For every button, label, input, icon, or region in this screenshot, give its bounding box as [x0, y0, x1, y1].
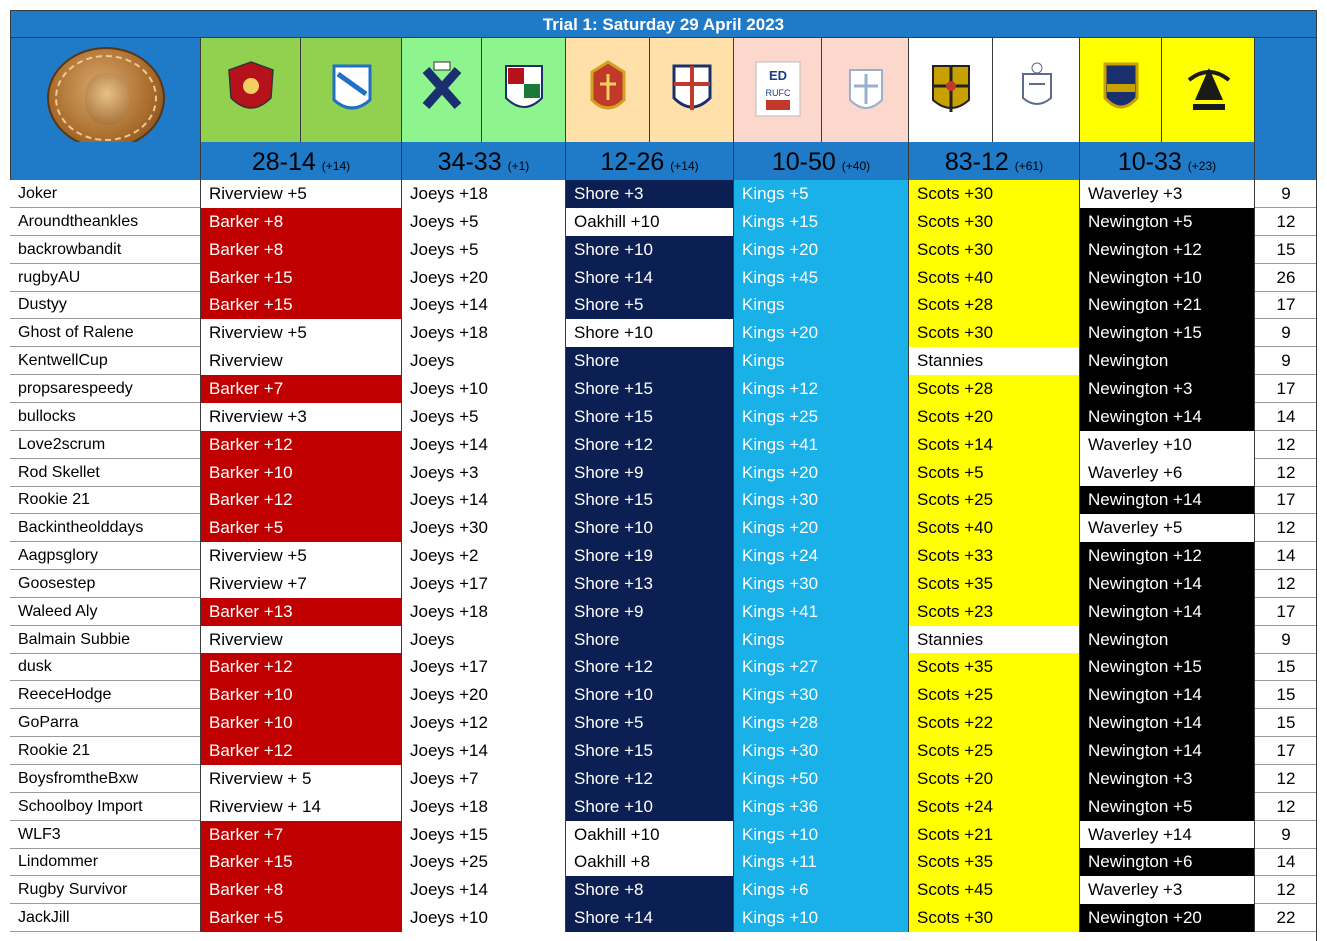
tip-cell: Waverley +3 [1079, 180, 1254, 208]
logo-cell [401, 38, 481, 142]
tip-cell: Barker +7 [200, 821, 401, 849]
tipster-total: 9 [1254, 347, 1317, 375]
tipster-total: 15 [1254, 681, 1317, 709]
tipster-name: GoParra [18, 714, 79, 731]
tip-cell: Waverley +14 [1079, 821, 1254, 849]
tipster-name: Goosestep [18, 575, 96, 592]
tip-cell: Newington +12 [1079, 542, 1254, 570]
tip-cell: Oakhill +10 [565, 821, 733, 849]
tipster-name: Aagpsglory [18, 547, 99, 564]
tip-cell: Kings +11 [733, 848, 908, 876]
tip-cell: Kings +30 [733, 681, 908, 709]
tipster-total: 12 [1254, 876, 1317, 904]
stannies-crest-icon [1013, 60, 1061, 118]
match-score: 12-26 [600, 148, 665, 176]
tipster-name: ReeceHodge [18, 686, 112, 703]
tip-cell: Joeys +14 [401, 876, 565, 904]
tip-cell: Joeys +12 [401, 709, 565, 737]
tipster-name: Waleed Aly [18, 603, 98, 620]
tip-cell: Joeys +17 [401, 570, 565, 598]
logo-cell [733, 38, 821, 142]
tip-cell: Scots +30 [908, 208, 1079, 236]
tip-cell: Scots +35 [908, 848, 1079, 876]
tipster-name: Rugby Survivor [18, 881, 128, 898]
tipster-name: Schoolboy Import [18, 798, 143, 815]
tipster-name: bullocks [18, 408, 76, 425]
tip-cell: Kings +25 [733, 403, 908, 431]
tip-cell: Shore +15 [565, 375, 733, 403]
match-margin: (+61) [1014, 159, 1044, 173]
tip-cell: Joeys +18 [401, 598, 565, 626]
tip-cell: Newington +20 [1079, 904, 1254, 932]
tip-cell: Waverley +10 [1079, 431, 1254, 459]
tipster-total: 12 [1254, 570, 1317, 598]
tipster-name: rugbyAU [18, 269, 81, 286]
match-score: 10-33 [1117, 148, 1182, 176]
tip-cell: Kings +45 [733, 264, 908, 292]
table-row [10, 848, 1317, 876]
tip-cell: Joeys +10 [401, 904, 565, 932]
kings-crest-icon [842, 60, 890, 118]
tip-cell: Newington +15 [1079, 653, 1254, 681]
table-row [10, 347, 1317, 375]
tip-cell: Scots +45 [908, 876, 1079, 904]
tipster-total: 22 [1254, 904, 1317, 932]
tipster-name: Lindommer [18, 853, 99, 870]
tip-cell: Barker +15 [200, 848, 401, 876]
tip-cell: Barker +5 [200, 904, 401, 932]
logo-cell [992, 38, 1079, 142]
table-row [10, 570, 1317, 598]
tip-cell: Scots +5 [908, 459, 1079, 487]
tipster-total: 12 [1254, 765, 1317, 793]
tip-cell: Barker +10 [200, 709, 401, 737]
tip-cell: Scots +40 [908, 264, 1079, 292]
tipster-name: Aroundtheankles [18, 213, 139, 230]
tip-cell: Scots +25 [908, 737, 1079, 765]
tip-cell: Shore +13 [565, 570, 733, 598]
table-row [10, 403, 1317, 431]
tip-cell: Shore +5 [565, 291, 733, 319]
tip-cell: Joeys +7 [401, 765, 565, 793]
tip-cell: Joeys +3 [401, 459, 565, 487]
table-row [10, 737, 1317, 765]
gps-emblem-cell [10, 38, 200, 142]
tip-cell: Barker +15 [200, 264, 401, 292]
logo-cell [1161, 38, 1254, 142]
tipster-total: 9 [1254, 319, 1317, 347]
logo-cell [565, 38, 649, 142]
match-margin: (+14) [321, 159, 351, 173]
tip-cell: Stannies [908, 347, 1079, 375]
tipster-total: 17 [1254, 375, 1317, 403]
logo-cell [908, 38, 992, 142]
tip-cell: Newington +14 [1079, 709, 1254, 737]
tip-cell: Waverley +5 [1079, 514, 1254, 542]
table-row [10, 319, 1317, 347]
tip-cell: Kings +20 [733, 319, 908, 347]
tipster-total: 12 [1254, 793, 1317, 821]
tip-cell: Scots +24 [908, 793, 1079, 821]
tip-cell: Shore +3 [565, 180, 733, 208]
tip-cell: Joeys +14 [401, 486, 565, 514]
tip-cell: Joeys [401, 347, 565, 375]
tip-cell: Kings [733, 347, 908, 375]
tip-cell: Shore +15 [565, 486, 733, 514]
tip-cell: Newington +14 [1079, 598, 1254, 626]
tip-cell: Oakhill +10 [565, 208, 733, 236]
tip-cell: Kings +41 [733, 431, 908, 459]
tip-cell: Joeys +14 [401, 431, 565, 459]
tip-cell: Scots +25 [908, 486, 1079, 514]
tip-cell: Shore +12 [565, 765, 733, 793]
scots-crest-icon [927, 60, 975, 118]
tip-cell: Scots +23 [908, 598, 1079, 626]
table-row [10, 208, 1317, 236]
tipster-total: 9 [1254, 821, 1317, 849]
tip-cell: Scots +30 [908, 236, 1079, 264]
tip-cell: Shore +14 [565, 904, 733, 932]
tip-cell: Shore [565, 626, 733, 654]
tip-cell: Waverley +6 [1079, 459, 1254, 487]
table-row [10, 264, 1317, 292]
tip-cell: Joeys +17 [401, 653, 565, 681]
tip-cell: Scots +28 [908, 291, 1079, 319]
tip-cell: Barker +5 [200, 514, 401, 542]
tip-cell: Riverview + 5 [200, 765, 401, 793]
tip-cell: Scots +35 [908, 570, 1079, 598]
trinity-crest-icon [668, 60, 716, 118]
tip-cell: Riverview [200, 626, 401, 654]
tip-cell: Scots +22 [908, 709, 1079, 737]
tip-cell: Joeys +2 [401, 542, 565, 570]
tip-cell: Kings +28 [733, 709, 908, 737]
tipster-name: Balmain Subbie [18, 631, 131, 648]
tip-cell: Kings +30 [733, 486, 908, 514]
tip-cell: Scots +40 [908, 514, 1079, 542]
tip-cell: Waverley +3 [1079, 876, 1254, 904]
tip-cell: Kings +20 [733, 459, 908, 487]
tipster-total: 14 [1254, 542, 1317, 570]
tipster-total: 17 [1254, 291, 1317, 319]
tip-cell: Newington +14 [1079, 570, 1254, 598]
tip-cell: Joeys +18 [401, 793, 565, 821]
tip-cell: Newington +14 [1079, 403, 1254, 431]
tipster-total: 12 [1254, 431, 1317, 459]
table-row [10, 793, 1317, 821]
table-row [10, 876, 1317, 904]
tip-cell: Kings +24 [733, 542, 908, 570]
tip-cell: Shore +14 [565, 264, 733, 292]
match-score: 10-50 [771, 148, 836, 176]
tip-cell: Shore +19 [565, 542, 733, 570]
riverview-crest-icon [328, 60, 376, 118]
table-row [10, 765, 1317, 793]
tip-cell: Shore +9 [565, 598, 733, 626]
table-row [10, 514, 1317, 542]
logo-cell [821, 38, 908, 142]
tip-cell: Riverview [200, 347, 401, 375]
tip-cell: Barker +12 [200, 486, 401, 514]
logo-cell [200, 38, 300, 142]
tipster-total: 14 [1254, 403, 1317, 431]
sheet-title: Trial 1: Saturday 29 April 2023 [10, 10, 1317, 38]
tip-cell: Barker +12 [200, 737, 401, 765]
tip-cell: Joeys +10 [401, 375, 565, 403]
tip-cell: Newington +15 [1079, 319, 1254, 347]
newington-crest-icon [1185, 60, 1233, 118]
tip-cell: Shore +5 [565, 709, 733, 737]
match-margin: (+40) [841, 159, 871, 173]
tip-cell: Barker +13 [200, 598, 401, 626]
tip-cell: Scots +30 [908, 319, 1079, 347]
logo-cell [481, 38, 565, 142]
tipster-name: Rod Skellet [18, 464, 100, 481]
tip-cell: Riverview +5 [200, 180, 401, 208]
table-row [10, 681, 1317, 709]
shore-crest-icon [584, 60, 632, 118]
tip-cell: Kings +30 [733, 737, 908, 765]
tip-cell: Shore +10 [565, 681, 733, 709]
tip-cell: Kings +5 [733, 180, 908, 208]
total-header-blank [1254, 38, 1317, 142]
table-row [10, 236, 1317, 264]
svg-text:RUFC: RUFC [765, 88, 791, 98]
tipster-total: 15 [1254, 236, 1317, 264]
tip-cell: Kings +30 [733, 570, 908, 598]
tip-cell: Scots +20 [908, 765, 1079, 793]
tip-cell: Newington [1079, 347, 1254, 375]
tipster-name: Rookie 21 [18, 742, 91, 759]
tip-cell: Riverview +5 [200, 319, 401, 347]
table-row [10, 653, 1317, 681]
tip-cell: Shore +10 [565, 236, 733, 264]
table-row [10, 486, 1317, 514]
oakhill-crest-icon [500, 60, 548, 118]
table-row [10, 904, 1317, 932]
tip-cell: Newington +5 [1079, 793, 1254, 821]
tip-cell: Kings [733, 626, 908, 654]
tip-cell: Joeys +30 [401, 514, 565, 542]
tipster-total: 17 [1254, 598, 1317, 626]
tipster-name: WLF3 [18, 826, 61, 843]
waverley-crest-icon [1097, 60, 1145, 118]
table-row [10, 709, 1317, 737]
match-result [200, 142, 401, 180]
tip-cell: Barker +10 [200, 459, 401, 487]
tipster-name: KentwellCup [18, 352, 108, 369]
tip-cell: Kings +50 [733, 765, 908, 793]
tip-cell: Scots +28 [908, 375, 1079, 403]
tip-cell: Joeys +5 [401, 236, 565, 264]
tip-cell: Kings +20 [733, 514, 908, 542]
tip-cell: Barker +8 [200, 208, 401, 236]
table-row [10, 291, 1317, 319]
tip-cell: Newington +10 [1079, 264, 1254, 292]
tip-cell: Scots +25 [908, 681, 1079, 709]
tip-cell: Joeys [401, 626, 565, 654]
tip-cell: Stannies [908, 626, 1079, 654]
match-result [1079, 142, 1254, 180]
table-row [10, 180, 1317, 208]
tip-cell: Barker +12 [200, 431, 401, 459]
tip-cell: Shore +9 [565, 459, 733, 487]
tip-cell: Shore +8 [565, 876, 733, 904]
tip-cell: Kings +10 [733, 904, 908, 932]
tip-cell: Joeys +14 [401, 291, 565, 319]
tip-cell: Newington +14 [1079, 681, 1254, 709]
tip-cell: Joeys +5 [401, 403, 565, 431]
table-row [10, 821, 1317, 849]
results-row-label-blank [10, 142, 200, 180]
tip-cell: Shore +15 [565, 737, 733, 765]
match-result [908, 142, 1079, 180]
tipster-name: Ghost of Ralene [18, 324, 134, 341]
tipster-total: 17 [1254, 486, 1317, 514]
tip-cell: Kings +27 [733, 653, 908, 681]
match-margin: (+14) [670, 159, 699, 173]
barker-crest-icon [227, 60, 275, 118]
tip-cell: Riverview +5 [200, 542, 401, 570]
results-row [10, 142, 1317, 180]
tip-cell: Newington +5 [1079, 208, 1254, 236]
tipster-name: Love2scrum [18, 436, 106, 453]
tipster-total: 9 [1254, 180, 1317, 208]
school-logos-row [10, 38, 1317, 142]
match-score: 34-33 [437, 148, 502, 176]
tip-cell: Newington +3 [1079, 375, 1254, 403]
match-result [401, 142, 565, 180]
tipster-total: 26 [1254, 264, 1317, 292]
tipster-total: 12 [1254, 459, 1317, 487]
tip-cell: Joeys +25 [401, 848, 565, 876]
tip-cell: Joeys +18 [401, 319, 565, 347]
table-row [10, 626, 1317, 654]
tipster-total: 14 [1254, 848, 1317, 876]
tip-cell: Shore +12 [565, 653, 733, 681]
match-score: 28-14 [251, 148, 316, 176]
tip-cell: Kings +12 [733, 375, 908, 403]
tip-cell: Barker +15 [200, 291, 401, 319]
tip-cell: Kings [733, 291, 908, 319]
tip-cell: Barker +8 [200, 876, 401, 904]
tip-cell: Barker +12 [200, 653, 401, 681]
tipster-name: dusk [18, 658, 52, 675]
tip-cell: Shore +10 [565, 319, 733, 347]
tip-cell: Barker +7 [200, 375, 401, 403]
tip-cell: Shore +10 [565, 514, 733, 542]
tip-cell: Shore +15 [565, 403, 733, 431]
tip-cell: Joeys +5 [401, 208, 565, 236]
tipster-name: propsarespeedy [18, 380, 133, 397]
table-row [10, 375, 1317, 403]
tipster-total: 15 [1254, 653, 1317, 681]
tip-cell: Newington +6 [1079, 848, 1254, 876]
tip-cell: Kings +36 [733, 793, 908, 821]
tipster-name: Rookie 21 [18, 491, 91, 508]
tipster-name: BoysfromtheBxw [18, 770, 139, 787]
tip-cell: Joeys +18 [401, 180, 565, 208]
logo-cell [1079, 38, 1161, 142]
tipster-name: JackJill [18, 909, 70, 926]
tip-cell: Kings +6 [733, 876, 908, 904]
tipster-name: Dustyy [18, 296, 67, 313]
tip-cell: Joeys +14 [401, 737, 565, 765]
tip-cell: Riverview +7 [200, 570, 401, 598]
tip-cell: Newington +21 [1079, 291, 1254, 319]
tip-cell: Joeys +15 [401, 821, 565, 849]
tipster-total: 15 [1254, 709, 1317, 737]
tip-cell: Riverview + 14 [200, 793, 401, 821]
tip-cell: Oakhill +8 [565, 848, 733, 876]
tip-cell: Scots +35 [908, 653, 1079, 681]
tipster-total: 17 [1254, 737, 1317, 765]
tip-cell: Kings +20 [733, 236, 908, 264]
tipster-name: backrowbandit [18, 241, 122, 258]
gps-medallion-icon [47, 47, 165, 149]
match-score: 83-12 [944, 148, 1009, 176]
table-row [10, 431, 1317, 459]
tip-cell: Barker +10 [200, 681, 401, 709]
svg-text:ED: ED [768, 68, 788, 83]
tip-cell: Scots +20 [908, 403, 1079, 431]
tipster-total: 12 [1254, 514, 1317, 542]
tip-cell: Newington +14 [1079, 737, 1254, 765]
tip-cell: Scots +30 [908, 904, 1079, 932]
tip-cell: Scots +21 [908, 821, 1079, 849]
match-margin: (+1) [507, 159, 530, 173]
table-row [10, 542, 1317, 570]
tip-cell: Joeys +20 [401, 264, 565, 292]
tip-cell: Scots +33 [908, 542, 1079, 570]
tip-cell: Newington +12 [1079, 236, 1254, 264]
table-row [10, 459, 1317, 487]
tip-cell: Newington [1079, 626, 1254, 654]
tip-cell: Kings +10 [733, 821, 908, 849]
tip-cell: Kings +15 [733, 208, 908, 236]
logo-cell [300, 38, 401, 142]
tip-cell: Scots +30 [908, 180, 1079, 208]
tipster-total: 9 [1254, 626, 1317, 654]
match-margin: (+23) [1187, 159, 1217, 173]
edrufc-logo-icon [754, 60, 802, 118]
total-result-blank [1254, 142, 1317, 180]
tip-cell: Shore +12 [565, 431, 733, 459]
tipster-total: 12 [1254, 208, 1317, 236]
match-result [565, 142, 733, 180]
tipster-name: Joker [18, 185, 58, 202]
tip-cell: Scots +14 [908, 431, 1079, 459]
tip-cell: Shore [565, 347, 733, 375]
table-row [10, 598, 1317, 626]
tip-cell: Joeys +20 [401, 681, 565, 709]
tip-cell: Newington +14 [1079, 486, 1254, 514]
joeys-crest-icon [418, 60, 466, 118]
match-result [733, 142, 908, 180]
tip-cell: Newington +3 [1079, 765, 1254, 793]
tip-cell: Barker +8 [200, 236, 401, 264]
tipster-name: Backintheolddays [18, 519, 144, 536]
tip-cell: Kings +41 [733, 598, 908, 626]
logo-cell [649, 38, 733, 142]
tip-cell: Shore +10 [565, 793, 733, 821]
tip-cell: Riverview +3 [200, 403, 401, 431]
